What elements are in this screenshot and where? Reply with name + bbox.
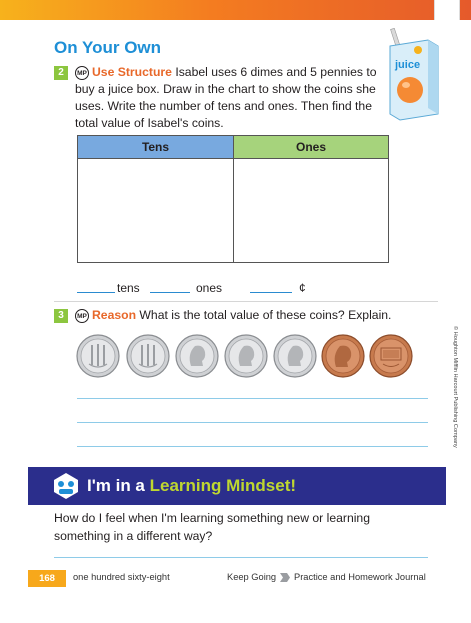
- page-number: 168: [28, 570, 66, 587]
- mindset-answer-line[interactable]: [54, 557, 428, 558]
- question-number-2: 2: [54, 66, 68, 80]
- keep-going-label: Keep Going: [227, 572, 277, 582]
- bookmark-tab: [434, 0, 460, 20]
- page-number-words: one hundred sixty-eight: [73, 572, 170, 582]
- question2-text-1: Isabel uses 6 dimes and 5 pennies to: [175, 65, 377, 79]
- chart-column-divider: [233, 136, 234, 262]
- mindset-question: How do I feel when I'm learning something new or learning something in a different way?: [54, 511, 370, 543]
- math-practice-icon: MP: [75, 66, 89, 80]
- arrow-icon: [279, 572, 291, 583]
- dime-coin-4: [224, 334, 268, 378]
- question2-line-3: uses. Write the number of tens and ones. Then find the: [75, 99, 372, 113]
- question3-text: What is the total value of these coins? Explain.: [139, 308, 392, 322]
- dime-coin-5: [273, 334, 317, 378]
- tens-label: tens: [117, 281, 140, 295]
- cents-symbol: ¢: [299, 281, 306, 295]
- cents-blank[interactable]: [250, 292, 292, 293]
- question2-line-2: buy a juice box. Draw in the chart to show the coins she: [75, 82, 376, 96]
- penny-coin-2: [369, 334, 413, 378]
- top-color-band: [0, 0, 471, 20]
- tens-ones-chart[interactable]: [77, 135, 389, 263]
- ones-header: Ones: [234, 136, 388, 158]
- question2-line-4: total value of Isabel's coins.: [75, 116, 224, 130]
- dime-coin-2: [126, 334, 170, 378]
- mindset-icon: [52, 472, 80, 500]
- mindset-title-start: I'm in a: [87, 476, 145, 495]
- answer-line-2[interactable]: [77, 422, 428, 423]
- dime-coin-3: [175, 334, 219, 378]
- answer-line-1[interactable]: [77, 398, 428, 399]
- practice-journal-label: Practice and Homework Journal: [294, 572, 426, 582]
- question2-line-1: [92, 64, 377, 82]
- dime-coin-1: [76, 334, 120, 378]
- tens-blank[interactable]: [77, 292, 115, 293]
- section-divider: [54, 301, 438, 302]
- ones-blank[interactable]: [150, 292, 190, 293]
- ones-label: ones: [196, 281, 223, 295]
- juice-box-illustration: [386, 28, 440, 124]
- penny-coin-1: [321, 334, 365, 378]
- section-title: On Your Own: [54, 38, 162, 57]
- reason-label: Reason: [92, 308, 137, 322]
- mindset-title: [87, 476, 296, 496]
- copyright-text: © Houghton Mifflin Harcourt Publishing Company: [452, 326, 458, 448]
- tens-header: Tens: [78, 136, 233, 158]
- juice-label: juice: [395, 59, 421, 71]
- question3-line: [92, 307, 391, 325]
- copyright-notice: [448, 326, 458, 460]
- use-structure-label: Use Structure: [92, 65, 172, 79]
- math-practice-icon-2: MP: [75, 309, 89, 323]
- question-number-3: 3: [54, 309, 68, 323]
- mindset-title-accent: Learning Mindset!: [149, 476, 297, 495]
- answer-line-3[interactable]: [77, 446, 428, 447]
